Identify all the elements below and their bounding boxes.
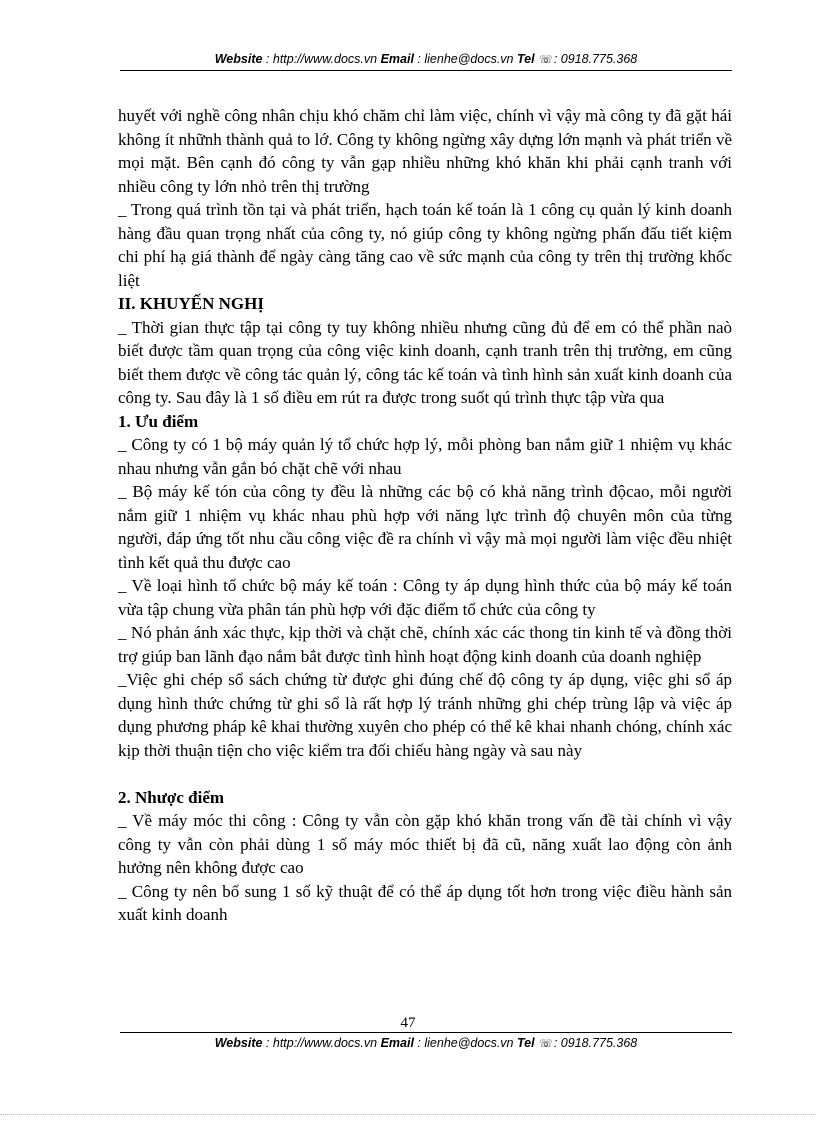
website-value: : http://www.docs.vn	[265, 1036, 378, 1050]
email-value: : lienhe@docs.vn	[417, 52, 514, 66]
email-value: : lienhe@docs.vn	[417, 1036, 514, 1050]
page-number: 47	[400, 1015, 416, 1031]
website-value: : http://www.docs.vn	[265, 52, 378, 66]
email-label: Email	[380, 1036, 414, 1050]
paragraph: huyết với nghề công nhân chịu khó chăm chỉ làm việc, chính vì vậy mà công ty đã gặt hái không ít nhữnh thành quả to lớ. Công ty không ngừng xây dựng lớn mạnh và phát triển về mọi mặt. Bên cạnh đó công ty vẫn gạp nhiều những khó khăn khi phải cạnh tranh với nhiều công ty lớn nhỏ trên thị trường	[118, 106, 732, 196]
paragraph: _ Công ty nên bổ sung 1 số kỹ thuật để có thể áp dụng tốt hơn trong việc điều hành sản xuất kinh doanh	[118, 881, 732, 924]
email-label: Email	[380, 52, 414, 66]
subsection-title: 2. Nhược điểm	[118, 787, 225, 807]
section-title: II. KHUYẾN NGHỊ	[118, 294, 264, 313]
spacer	[118, 762, 732, 786]
paragraph: _ Thời gian thực tập tại công ty tuy không nhiều nhưng cũng đủ để em có thể phần naò biết được tầm quan trọng của công việc kinh doanh, cạnh tranh trên thị trường, em cũng biết them được về công tác quản lý, công tác kế toán và tình hình sản xuất kinh doanh của công ty. Sau đây là 1 số điều em rút ra được trong suốt qú trình thực tập vừa qua	[118, 317, 732, 407]
tel-label: Tel	[516, 1036, 535, 1050]
website-label: Website	[214, 52, 263, 66]
phone-icon: ☏	[539, 1038, 553, 1050]
phone-icon: ☏	[539, 54, 553, 66]
paragraph: _Việc ghi chép sổ sách chứng từ được ghi đúng chế độ công ty áp dụng, việc ghi sổ áp dụng hình thức chứng từ ghi sổ là rất hợp lý tránh những ghi chép trùng lập và việc áp dụng phương pháp kê khai thường xuyên cho phép có thể kê khai nhanh chóng, chính xác kịp thời thuận tiện cho việc kiểm tra đối chiếu hàng ngày và sau này	[118, 670, 732, 760]
paragraph: _ Công ty có 1 bộ máy quản lý tổ chức hợp lý, mỗi phòng ban nắm giữ 1 nhiệm vụ khác nhau nhưng vẫn gắn bó chặt chẽ với nhau	[118, 435, 732, 478]
tel-label: Tel	[516, 52, 535, 66]
subsection-title: 1. Ưu điểm	[118, 411, 199, 431]
page-footer	[120, 1032, 732, 1050]
paragraph: _ Bộ máy kế tón của công ty đều là những các bộ có khả năng trình độcao, mỗi người nắm giữ 1 nhiệm vụ khác nhau phù hợp với năng lực trình độ chuyên môn của từng người, đáp ứng tốt nhu cầu công việc đề ra chính vì vậy mà mọi người làm việc đều nhiệt tình kết quả thu được cao	[118, 482, 732, 572]
document-body	[118, 104, 732, 927]
page-edge-divider	[0, 1114, 816, 1115]
paragraph: _ Trong quá trình tồn tại và phát triển, hạch toán kế toán là 1 công cụ quản lý kinh doanh hàng đầu quan trọng nhất của công ty, nó giúp công ty không ngừng phấn đấu tiết kiệm chi phí hạ giá thành để ngày càng tăng cao về sức mạnh của công ty trên thị trường khốc liệt	[118, 200, 732, 290]
footer-rule	[120, 1032, 732, 1033]
paragraph: _ Về máy móc thi công : Công ty vẫn còn gặp khó khăn trong vấn đề tài chính vì vậy công ty vẫn còn phải dùng 1 số máy móc thiết bị đã cũ, năng xuất lao động còn ảnh hưởng nên không được cao	[118, 811, 732, 877]
website-label: Website	[214, 1036, 263, 1050]
tel-value: : 0918.775.368	[553, 1036, 638, 1050]
header-rule	[120, 70, 732, 71]
tel-value: : 0918.775.368	[553, 52, 638, 66]
paragraph: _ Về loại hình tổ chức bộ máy kế toán : Công ty áp dụng hình thức của bộ máy kế toán vừa tập chung vừa phân tán phù hợp với đặc điểm tổ chức của công ty	[118, 576, 732, 619]
page-header	[120, 52, 732, 71]
paragraph: _ Nó phản ánh xác thực, kịp thời và chặt chẽ, chính xác các thong tin kinh tế và đồng thời trợ giúp ban lãnh đạo nắm bắt được tình hình hoạt động kinh doanh của doanh nghiệp	[118, 623, 732, 666]
